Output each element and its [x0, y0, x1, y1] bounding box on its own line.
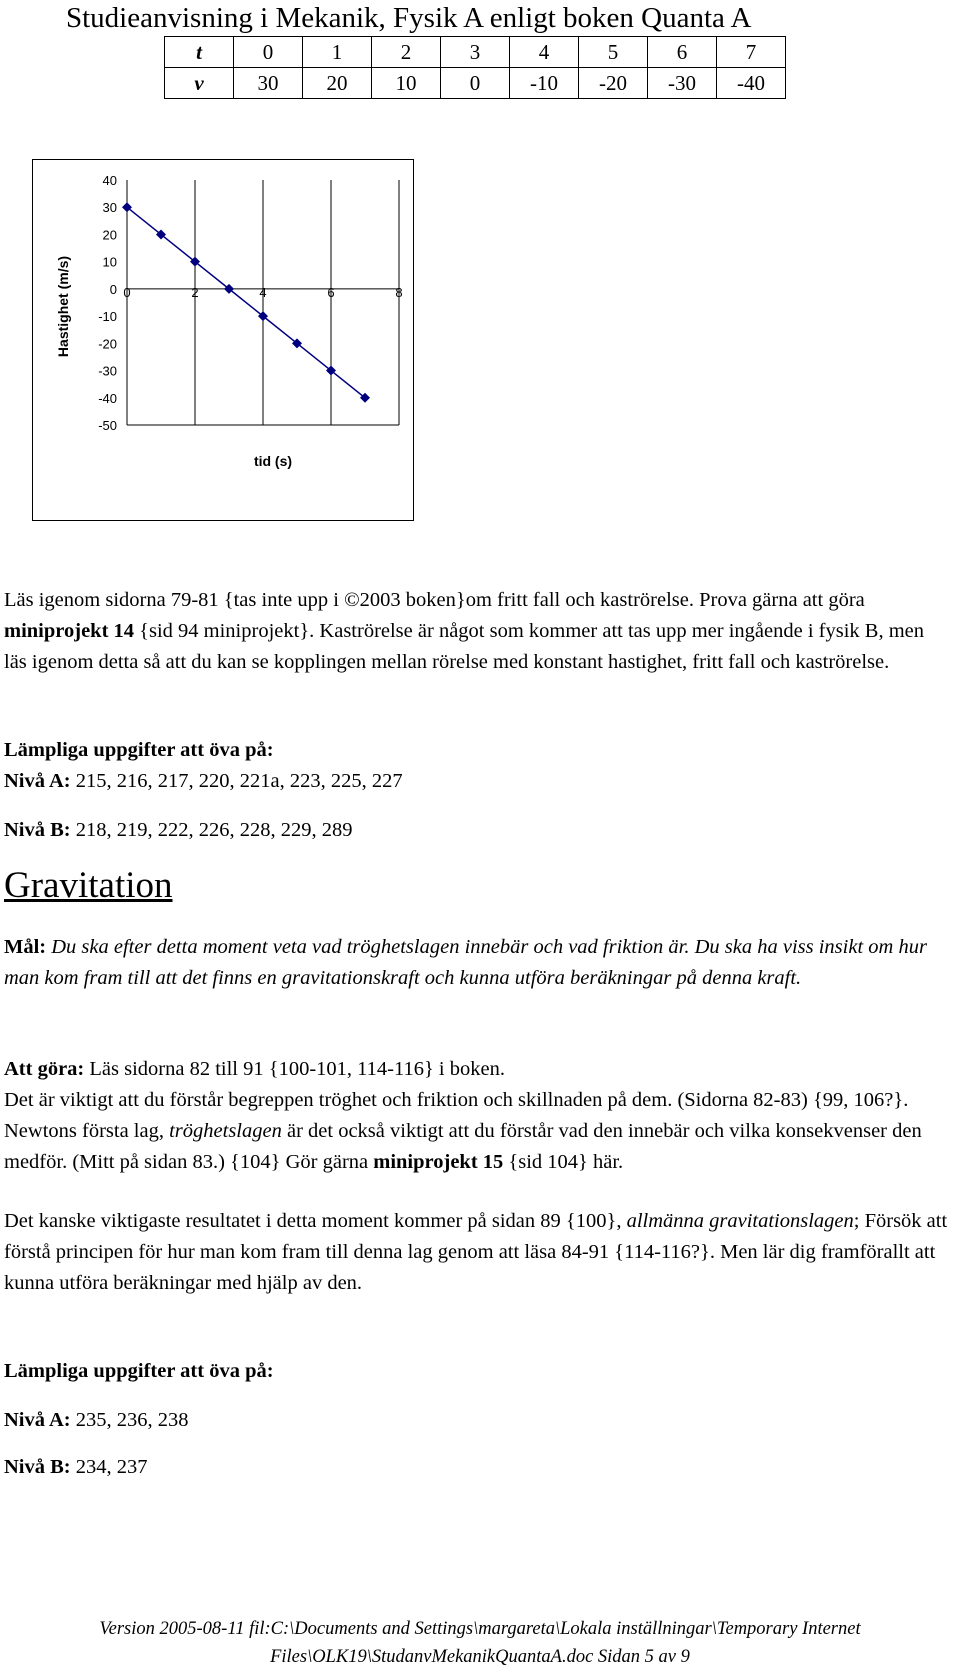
text-run: Det är viktigt att du förstår begreppen tröghet och friktion och skillnaden på dem. (Sidorna 82-83) {99, 106?}. Newtons första lag,	[4, 1089, 909, 1142]
table-cell: -40	[717, 68, 786, 99]
table-cell: 7	[717, 37, 786, 68]
x-tick-label: 8	[395, 284, 403, 300]
footer-line-1: Version 2005-08-11 fil:C:\Documents and Settings\margareta\Lokala inställningar\Temporary Internet	[99, 1619, 861, 1639]
y-tick-label: 10	[102, 254, 117, 270]
table-cell: 5	[579, 37, 648, 68]
x-tick-label: 4	[259, 284, 267, 300]
level-a-label: Nivå A:	[4, 770, 71, 792]
text-run-italic: allmänna gravitationslagen	[626, 1210, 854, 1232]
goal-label: Mål:	[4, 936, 47, 958]
level-a-line	[4, 1405, 948, 1436]
y-tick-label: -40	[98, 390, 117, 406]
text-run: ; Försök att förstå principen för hur man kom fram till denna lag genom att läsa 84-91 {114-116?}. Men lär dig framförallt att kunna utföra beräkningar med hjälp av den.	[4, 1210, 948, 1294]
text-run: Det kanske viktigaste resultatet i detta moment kommer på sidan 89 {100},	[4, 1210, 627, 1232]
goal-paragraph	[4, 932, 948, 994]
y-tick-label: -50	[98, 418, 117, 433]
todo-text: Läs sidorna 82 till 91 {100-101, 114-116} i boken.	[84, 1058, 505, 1080]
x-axis-title: tid (s)	[253, 453, 293, 469]
level-b-values: 218, 219, 222, 226, 228, 229, 289	[70, 819, 353, 841]
table-cell: 1	[303, 37, 372, 68]
level-b-line	[4, 815, 948, 846]
page-title: Studieanvisning i Mekanik, Fysik A enligt boken Quanta A	[66, 2, 752, 34]
y-tick-label: 30	[102, 200, 117, 216]
todo-line	[4, 1054, 948, 1085]
level-a-label: Nivå A:	[4, 1409, 71, 1431]
intro-paragraph	[4, 585, 948, 678]
gravitation-paragraph	[4, 1206, 948, 1299]
y-axis-title: Hastighet (m/s)	[55, 255, 71, 358]
inertia-paragraph	[4, 1085, 948, 1178]
table-row-label: t	[165, 37, 234, 68]
table-cell: 20	[303, 68, 372, 99]
table-cell: 2	[372, 37, 441, 68]
chart-svg	[33, 160, 413, 520]
text-run: är det också viktigt att du förstår vad den innebär och vilka konsekvenser den medför. (Mitt på sidan 83.) {104} Gör gärna	[4, 1120, 922, 1173]
tasks-heading: Lämpliga uppgifter att öva på:	[4, 739, 274, 761]
table-cell: 30	[234, 68, 303, 99]
table-row-label: v	[165, 68, 234, 99]
y-tick-label: 20	[102, 227, 117, 243]
text-run: Läs igenom sidorna 79-81 {tas inte upp i	[4, 589, 345, 611]
tasks-heading: Lämpliga uppgifter att öva på:	[4, 1360, 274, 1382]
x-tick-label: 6	[327, 284, 335, 300]
section-heading: Gravitation	[4, 865, 173, 906]
goal-text: Du ska efter detta moment veta vad tröghetslagen innebär och vad friktion är. Du ska ha viss insikt om hur man kom fram till att det finns en gravitationskraft och kunna utföra beräkningar på denna kraft.	[4, 936, 927, 989]
table-cell: -10	[510, 68, 579, 99]
table-cell: -30	[648, 68, 717, 99]
level-b-line	[4, 1452, 948, 1483]
footer-line-2: Files\OLK19\StudanvMekanikQuantaA.doc Sidan 5 av 9	[270, 1647, 690, 1667]
y-tick-label: -30	[98, 363, 117, 379]
table-cell: 6	[648, 37, 717, 68]
y-tick-label: 0	[109, 281, 117, 297]
table-cell: 0	[441, 68, 510, 99]
y-tick-label: 40	[102, 173, 117, 188]
level-b-label: Nivå B:	[4, 819, 71, 841]
table-cell: -20	[579, 68, 648, 99]
x-tick-label: 2	[191, 284, 199, 300]
y-tick-label: -10	[98, 309, 117, 325]
text-run: {sid 104} här.	[503, 1151, 624, 1173]
level-a-values: 235, 236, 238	[70, 1409, 189, 1431]
todo-label: Att göra:	[4, 1058, 85, 1080]
text-run: 2003 boken}om fritt fall och kaströrelse. Prova gärna att göra	[359, 589, 865, 611]
y-tick-label: -20	[98, 336, 117, 352]
text-run: {sid 94 miniprojekt}. Kaströrelse är något som kommer att tas upp mer ingående i fysik B, men läs igenom detta så att du kan se kopplingen mellan rörelse med konstant hastighet, fritt fall och kaströrelse.	[4, 620, 925, 673]
copyright-symbol: ©	[344, 589, 360, 611]
data-table	[164, 36, 786, 99]
level-b-values: 234, 237	[70, 1456, 148, 1478]
text-run-italic: tröghetslagen	[169, 1120, 282, 1142]
table-cell: 4	[510, 37, 579, 68]
level-a-values: 215, 216, 217, 220, 221a, 223, 225, 227	[70, 770, 403, 792]
text-run-bold: miniprojekt 15	[373, 1151, 504, 1173]
table-cell: 0	[234, 37, 303, 68]
velocity-chart	[32, 159, 414, 521]
table-cell: 10	[372, 68, 441, 99]
table-row-v	[165, 68, 786, 99]
page-footer	[0, 1615, 960, 1671]
table-row-t	[165, 37, 786, 68]
level-b-label: Nivå B:	[4, 1456, 71, 1478]
text-run-bold: miniprojekt 14	[4, 620, 135, 642]
table-cell: 3	[441, 37, 510, 68]
x-tick-label: 0	[123, 284, 131, 300]
level-a-line	[4, 766, 948, 797]
